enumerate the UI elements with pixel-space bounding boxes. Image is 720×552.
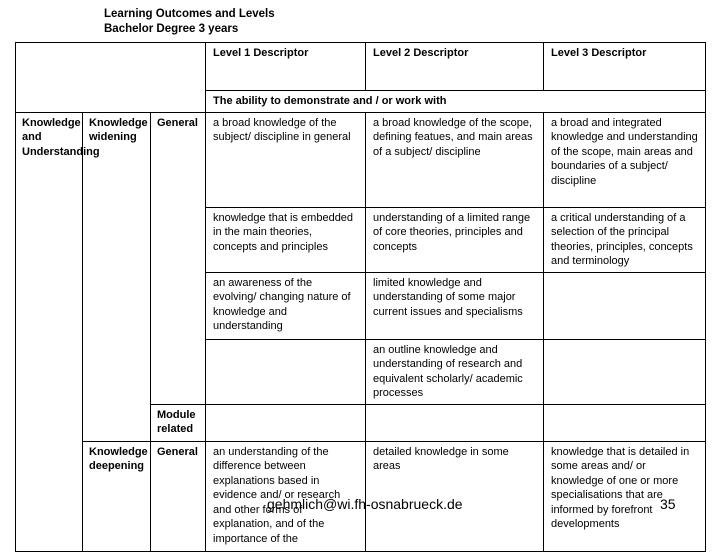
ability-header: The ability to demonstrate and / or work with [206,91,706,113]
category-knowledge-widening: Knowledge widening [83,112,151,441]
cell-level-1 [206,339,366,404]
cell-level-1: knowledge that is embedded in the main theories, concepts and principles [206,207,366,272]
cell-level-2: a broad knowledge of the scope, defining featues, and main areas of a subject/ discipline [366,112,544,207]
table-row [16,112,706,207]
title-line-1: Learning Outcomes and Levels [104,8,275,20]
cell-level-1 [206,404,366,441]
category-knowledge-deepening: Knowledge deepening [83,441,151,551]
cell-level-2 [366,404,544,441]
level-3-header: Level 3 Descriptor [544,43,706,91]
cell-level-2: detailed knowledge in some areas [366,441,544,551]
cell-level-3: knowledge that is detailed in some areas and/ or knowledge of one or more specialisations that are informed by forefront developments [544,441,706,551]
cell-level-2: understanding of a limited range of core theories, principles and concepts [366,207,544,272]
footer-email: gehmlich@wi.fh-osnabrueck.de [267,496,463,512]
cell-level-1: a broad knowledge of the subject/ discipline in general [206,112,366,207]
cell-level-1: an understanding of the difference between explanations based in evidence and/ or research and other forms of explanation, and of the importance of the [206,441,366,551]
level-1-header: Level 1 Descriptor [206,43,366,91]
empty-corner-cell [16,43,206,113]
level-header-row [16,43,706,91]
learning-outcomes-table [15,42,706,552]
cell-level-3: a broad and integrated knowledge and understanding of the scope, main areas and boundaries of a subject/ discipline [544,112,706,207]
cell-level-3 [544,404,706,441]
title-line-2: Bachelor Degree 3 years [104,23,239,35]
cell-level-3 [544,339,706,404]
cell-level-2: an outline knowledge and understanding of research and equivalent scholarly/ academic processes [366,339,544,404]
category-module-related: Module related [151,404,206,441]
level-2-header: Level 2 Descriptor [366,43,544,91]
document-title [104,7,275,37]
cell-level-3 [544,272,706,339]
category-general-deepening: General [151,441,206,551]
category-knowledge-understanding: Knowledge and Understanding [16,112,83,551]
cell-level-3: a critical understanding of a selection of the principal theories, principles, concepts and terminology [544,207,706,272]
cell-level-2: limited knowledge and understanding of some major current issues and specialisms [366,272,544,339]
category-general: General [151,112,206,404]
page-number: 35 [660,496,676,512]
cell-level-1: an awareness of the evolving/ changing nature of knowledge and understanding [206,272,366,339]
